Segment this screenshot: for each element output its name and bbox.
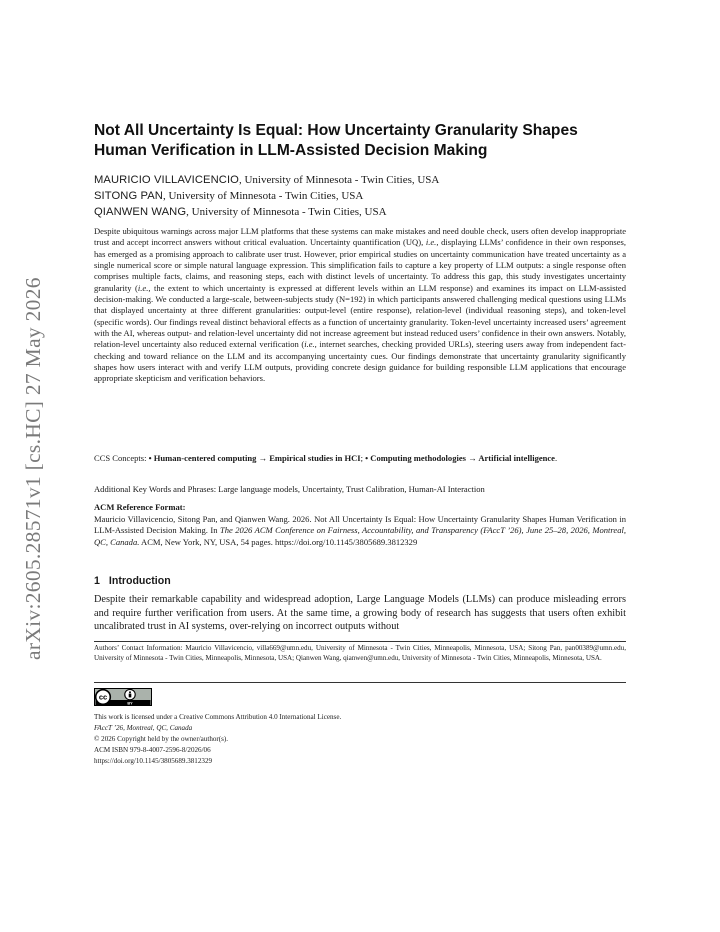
footnote-rule bbox=[94, 641, 626, 642]
abstract-ie: i.e. bbox=[304, 339, 315, 350]
author-affiliation: , University of Minnesota - Twin Cities, USA bbox=[238, 174, 440, 186]
reference-heading: ACM Reference Format: bbox=[94, 502, 186, 512]
section-heading bbox=[94, 575, 171, 587]
cc-by-badge-icon[interactable] bbox=[94, 688, 152, 706]
license-block bbox=[94, 712, 626, 767]
abstract-text: , the extent to which uncertainty is expressed at different levels within an LLM response) and examines its impact on LLM-assisted decision-making. We conducted a large-scale, between-subjects study (N=192) in which participants answered challenging medical questions using LLMs that displayed uncertainty at three different granularities: output-level (entire response), relation-level (individual reasoning steps), and token-level (specific words). Our findings reveal distinct behavioral effects as a function of uncertainty granularity. Token-level uncertainty increased users’ agreement with the AI, whereas output- and relation-level uncertainty did not increase agreement but instead reduced users’ confidence in their own answers. Notably, relation-level uncertainty also reduced external verification ( bbox=[94, 282, 627, 350]
reference-text: Mauricio Villavicencio, Sitong Pan, and Qianwen Wang. 2026. Not All Uncertainty Is Equal: How Uncertainty Granularity Shapes Human Verification in LLM-Assisted Decision Making. In bbox=[94, 514, 626, 536]
abstract-text: Despite ubiquitous warnings across major LLM platforms that these systems can make mistakes and need double check, users often develop inappropriate trust and accept incorrect answers without critical evaluation. Uncertainty quantification (UQ), bbox=[94, 226, 626, 248]
reference-text: ACM, New York, NY, USA, 54 pages. https://doi.org/10.1145/3805689.3812329 bbox=[139, 536, 418, 547]
reference-venue: The 2026 ACM Conference on Fairness, Accountability, and Transparency (FAccT ’26), June 25–28, 2026, Montreal, QC, Canada. bbox=[94, 525, 626, 547]
isbn-line: ACM ISBN 979-8-4007-2596-8/2026/06 bbox=[94, 746, 211, 755]
ccs-end: . bbox=[554, 453, 558, 463]
ccs-label: CCS Concepts: bbox=[94, 453, 149, 463]
abstract-ie: i.e. bbox=[137, 282, 149, 293]
abstract-text: , displaying LLMs’ confidence in their own responses, has emerged as a promising approach to calibrate user trust. However, prior empirical studies on uncertainty communication have treated uncertainty as a single numerical score or simple natural language expression. This simplification fails to capture a key property of LLM outputs: a single response often comprises multiple facts, claims, and reasoning steps, each with distinct levels of uncertainty. To address this gap, this study investigates uncertainty granularity ( bbox=[94, 237, 627, 293]
by-label: BY bbox=[127, 701, 133, 706]
author-affiliation: , University of Minnesota - Twin Cities, USA bbox=[186, 206, 387, 218]
doi-link[interactable]: https://doi.org/10.1145/3805689.3812329 bbox=[94, 757, 213, 766]
section-title: Introduction bbox=[108, 575, 171, 587]
author-3 bbox=[94, 205, 387, 219]
author-affiliation: , University of Minnesota - Twin Cities, USA bbox=[162, 190, 364, 202]
ccs-separator: ; bbox=[360, 453, 366, 463]
ccs-concept-1: • Human-centered computing → Empirical studies in HCI bbox=[148, 453, 361, 463]
author-name: SITONG PAN bbox=[94, 190, 163, 202]
abstract-text: , internet searches, checking provided URLs), steering users away from independent fact-checking and toward reliance on the LLM and its accompanying uncertainty cues. Our findings demonstrate that uncertainty granularity significantly shapes how users interact with and verify LLM outputs, providing concrete design guidance for building responsible LLM applications that encourage appropriate skepticism and verification behaviors. bbox=[94, 339, 626, 384]
paper-title: Not All Uncertainty Is Equal: How Uncertainty Granularity Shapes Human Verification in LLM-Assisted Decision Making bbox=[94, 122, 578, 159]
contact-information: Authors’ Contact Information: Mauricio Villavicencio, villa669@umn.edu, University of Minnesota - Twin Cities, Minneapolis, Minnesota, USA; Sitong Pan, pan00389@umn.edu, University of Minnesota - Twin Cities, Minneapolis, Minnesota, USA; Qianwen Wang, qianwen@umn.edu, University of Minnesota - Twin Cities, Minneapolis, Minnesota, USA. bbox=[94, 644, 626, 663]
license-line: This work is licensed under a Creative Commons Attribution 4.0 International License. bbox=[94, 713, 342, 721]
author-2 bbox=[94, 189, 363, 203]
copyright-line: © 2026 Copyright held by the owner/author(s). bbox=[94, 735, 229, 744]
cc-label: cc bbox=[98, 692, 108, 702]
ccs-concepts bbox=[94, 453, 626, 464]
section-number: 1 bbox=[94, 575, 100, 587]
keywords: Additional Key Words and Phrases: Large language models, Uncertainty, Trust Calibration, Human-AI Interaction bbox=[94, 484, 485, 494]
abstract bbox=[94, 226, 626, 385]
author-1 bbox=[94, 173, 439, 187]
license-venue: FAccT ’26, Montreal, QC, Canada bbox=[94, 724, 193, 733]
ccs-concept-2: • Computing methodologies → Artificial intelligence bbox=[365, 453, 555, 463]
intro-paragraph: Despite their remarkable capability and widespread adoption, Large Language Models (LLMs) can produce misleading errors and require further verification from users. At the same time, a growing body of research has suggests that users often exhibit uncalibrated trust in AI systems, over-relying on incorrect outputs without bbox=[94, 594, 626, 633]
license-rule bbox=[94, 682, 626, 683]
author-name: MAURICIO VILLAVICENCIO bbox=[94, 174, 239, 186]
arxiv-stamp: arXiv:2605.28571v1 [cs.HC] 27 May 2026 bbox=[21, 277, 45, 660]
author-name: QIANWEN WANG bbox=[94, 206, 187, 218]
abstract-ie: i.e. bbox=[425, 237, 437, 248]
reference-format bbox=[94, 514, 626, 548]
